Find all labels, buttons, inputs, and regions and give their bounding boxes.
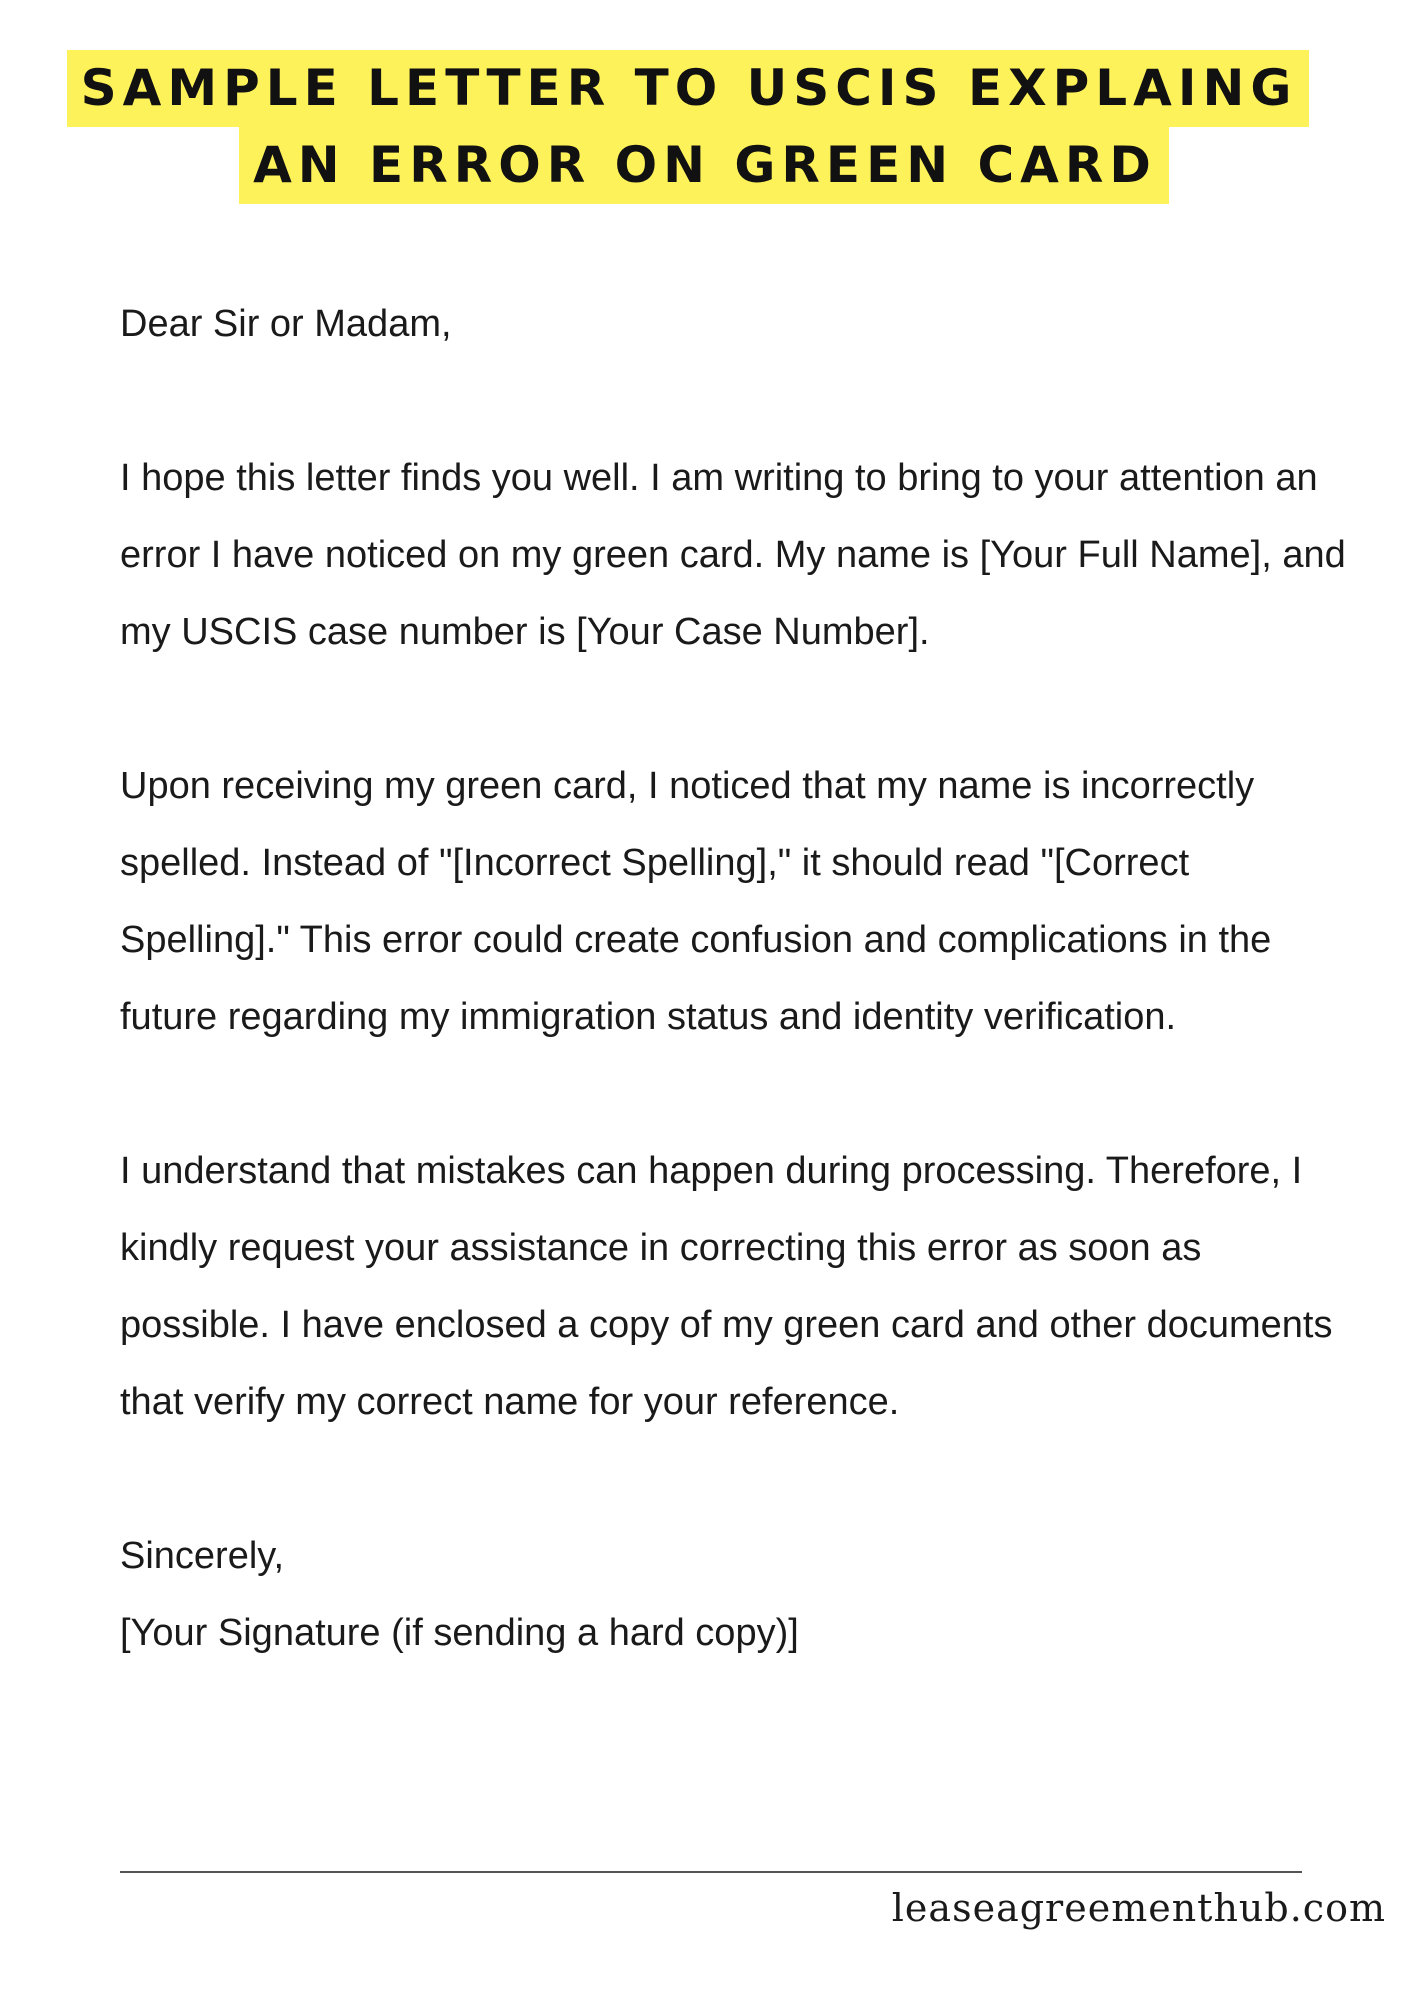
letter-body	[120, 286, 1360, 1672]
paragraph-3: I understand that mistakes can happen during processing. Therefore, I kindly request your assistance in correcting this error as soon as possible. I have enclosed a copy of my green card and other documents that verify my correct name for your reference.	[120, 1150, 1333, 1423]
salutation: Dear Sir or Madam,	[120, 303, 452, 345]
title-line-2: AN ERROR ON GREEN CARD	[239, 127, 1169, 204]
signature-placeholder: [Your Signature (if sending a hard copy)]	[120, 1612, 799, 1654]
title-line-1: SAMPLE LETTER TO USCIS EXPLAING	[67, 50, 1310, 127]
signature-line	[120, 1871, 1302, 1873]
paragraph-2: Upon receiving my green card, I noticed that my name is incorrectly spelled. Instead of "[Incorrect Spelling]," it should read "[Correct Spelling]." This error could create confusion and complications in the future regarding my immigration status and identity verification.	[120, 765, 1272, 1038]
paragraph-1: I hope this letter finds you well. I am writing to bring to your attention an error I have noticed on my green card. My name is [Your Full Name], and my USCIS case number is [Your Case Number].	[120, 457, 1346, 653]
page-title	[0, 50, 1414, 204]
footer-brand: leaseagreementhub.com	[891, 1886, 1386, 1930]
closing: Sincerely,	[120, 1535, 285, 1577]
